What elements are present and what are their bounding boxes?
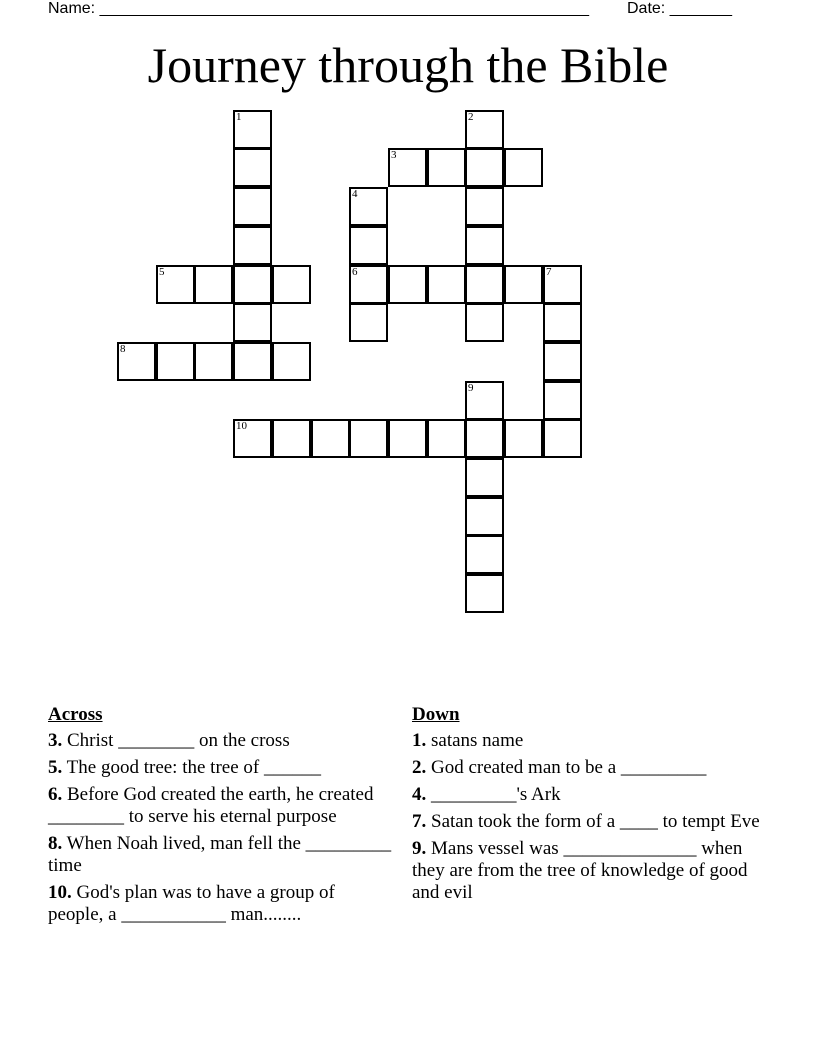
clue-number: 1. [412,730,427,751]
crossword-cell[interactable] [349,226,388,265]
crossword-cell[interactable] [233,148,272,187]
cell-number: 5 [159,266,165,278]
down-clue [412,784,772,806]
crossword-cell[interactable] [465,535,504,574]
crossword-cell[interactable] [388,148,427,187]
clue-number: 10. [48,882,72,903]
crossword-cell[interactable] [156,342,195,381]
crossword-cell[interactable] [117,342,156,381]
crossword-cell[interactable] [272,265,311,304]
cell-number: 4 [352,188,358,200]
crossword-cell[interactable] [465,148,504,187]
down-clue [412,757,772,779]
clue-number: 8. [48,833,63,854]
crossword-cell[interactable] [311,419,350,458]
clue-text: satans name [431,730,524,751]
across-clue [48,784,393,828]
down-clue [412,811,772,833]
crossword-cell[interactable] [465,458,504,497]
clue-number: 2. [412,757,427,778]
crossword-cell[interactable] [465,497,504,536]
cell-number: 9 [468,382,474,394]
crossword-cell[interactable] [233,419,272,458]
across-clues [48,704,393,931]
clue-text: Satan took the form of a ____ to tempt Eve [431,811,760,832]
across-clue [48,833,393,877]
crossword-cell[interactable] [465,226,504,265]
down-clues [412,704,772,909]
cell-number: 6 [352,266,358,278]
down-clue [412,730,772,752]
down-heading: Down [412,704,460,725]
crossword-cell[interactable] [349,187,388,226]
date-field-label: Date: _______ [627,0,732,17]
crossword-cell[interactable] [194,342,233,381]
crossword-cell[interactable] [233,303,272,342]
crossword-cell[interactable] [349,303,388,342]
clue-text: God created man to be a _________ [431,757,707,778]
crossword-cell[interactable] [156,265,195,304]
crossword-cell[interactable] [543,303,582,342]
page-title: Journey through the Bible [147,37,669,93]
clue-text: _________'s Ark [431,784,561,805]
cell-number: 8 [120,343,126,355]
across-clue [48,757,393,779]
crossword-cell[interactable] [465,381,504,420]
crossword-cell[interactable] [465,187,504,226]
cell-number: 10 [236,420,247,432]
crossword-cell[interactable] [543,342,582,381]
crossword-cell[interactable] [272,419,311,458]
across-heading: Across [48,704,103,725]
clue-text: When Noah lived, man fell the _________ time [48,833,392,876]
clue-number: 3. [48,730,63,751]
crossword-cell[interactable] [427,265,466,304]
crossword-cell[interactable] [233,110,272,149]
crossword-cell[interactable] [543,419,582,458]
cell-number: 1 [236,111,242,123]
clue-number: 7. [412,811,427,832]
crossword-cell[interactable] [349,419,388,458]
crossword-cell[interactable] [465,303,504,342]
clue-number: 5. [48,757,63,778]
name-field-label: Name: _______________________________________________________ [48,0,589,17]
clue-number: 9. [412,838,427,859]
crossword-cell[interactable] [504,265,543,304]
crossword-cell[interactable] [465,419,504,458]
cell-number: 3 [391,149,397,161]
crossword-cell[interactable] [543,381,582,420]
crossword-cell[interactable] [233,342,272,381]
crossword-cell[interactable] [233,265,272,304]
crossword-cell[interactable] [427,148,466,187]
crossword-cell[interactable] [233,187,272,226]
clue-text: The good tree: the tree of ______ [66,757,321,778]
clue-number: 6. [48,784,63,805]
crossword-cell[interactable] [504,419,543,458]
crossword-cell[interactable] [349,265,388,304]
clue-number: 4. [412,784,427,805]
cell-number: 7 [546,266,552,278]
crossword-cell[interactable] [504,148,543,187]
crossword-cell[interactable] [465,265,504,304]
crossword-cell[interactable] [388,265,427,304]
across-clue [48,882,393,926]
crossword-cell[interactable] [427,419,466,458]
clue-text: God's plan was to have a group of people, a ___________ man........ [48,882,335,925]
crossword-cell[interactable] [543,265,582,304]
cell-number: 2 [468,111,474,123]
crossword-cell[interactable] [194,265,233,304]
crossword-cell[interactable] [233,226,272,265]
down-clue [412,838,772,904]
crossword-cell[interactable] [465,574,504,613]
crossword-cell[interactable] [272,342,311,381]
clue-text: Mans vessel was ______________ when they are from the tree of knowledge of good and evil [412,838,748,903]
clue-text: Christ ________ on the cross [67,730,290,751]
clue-text: Before God created the earth, he created ________ to serve his eternal purpose [48,784,374,827]
crossword-cell[interactable] [388,419,427,458]
across-clue [48,730,393,752]
crossword-cell[interactable] [465,110,504,149]
